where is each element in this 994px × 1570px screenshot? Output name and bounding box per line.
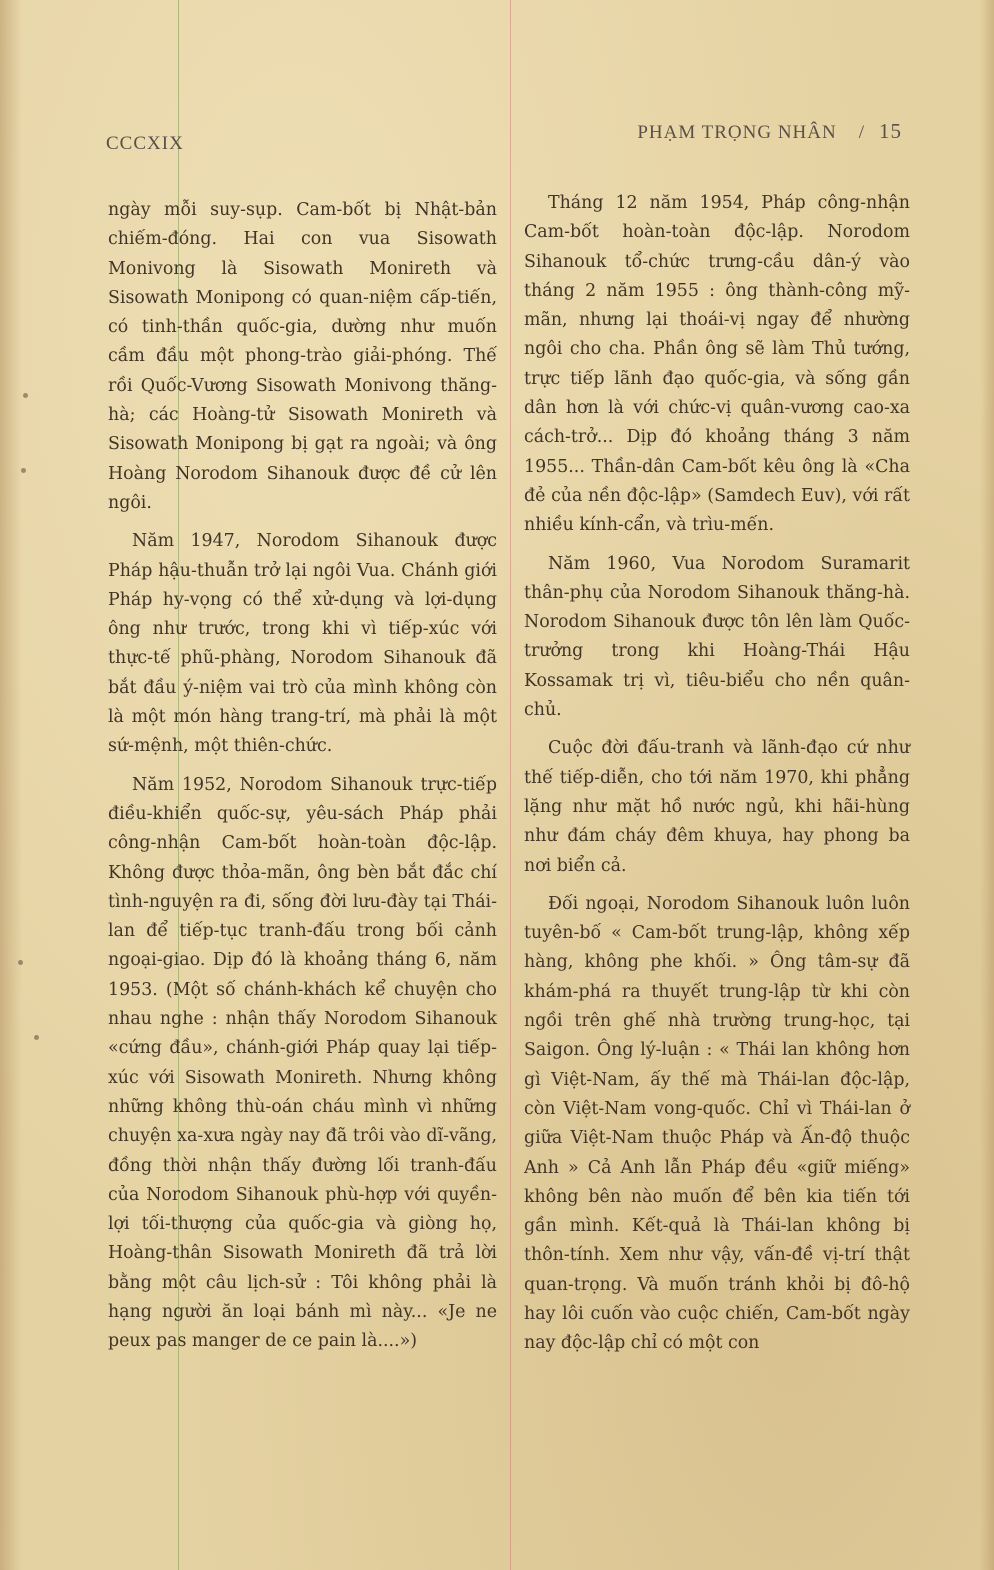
paragraph: Đối ngoại, Norodom Sihanouk luôn luôn tuyên-bố « Cam-bốt trung-lập, không xếp hàng, không phe khối. » Ông tâm-sự đã khám-phá ra thuyết trung-lập từ khi còn ngồi trên ghế nhà trường trung-học, tại Saigon. Ông lý-luận : « Thái lan không hơn gì Việt-Nam, ấy thế mà Thái-lan độc-lập, còn Việt-Nam vong-quốc. Chỉ vì Thái-lan ở giữa Việt-Nam thuộc Pháp và Ấn-độ thuộc Anh » Cả Anh lẫn Pháp đều «giữ miếng» không bên nào muốn để bên kia tiến tới gần mình. Kết-quả là Thái-lan không bị thôn-tính. Xem như vậy, vấn-đề vị-trí thật quan-trọng. Và muốn tránh khỏi bị đô-hộ hay lôi cuốn vào cuộc chiến, Cam-bốt ngày nay độc-lập chỉ có một con xyxy=(524,893,910,1354)
page-edge-shadow-right xyxy=(980,0,994,1570)
running-header xyxy=(637,119,902,144)
paper-speck xyxy=(18,960,23,965)
left-text-column xyxy=(108,196,497,1366)
paragraph: ngày mỗi suy-sụp. Cam-bốt bị Nhật-bản chiếm-đóng. Hai con vua Sisowath Monivong là Sisowath Monireth và Sisowath Monipong có quan-niệm cấp-tiến, có tinh-thần quốc-gia, dường như muốn cầm đầu một phong-trào giải-phóng. Thế rồi Quốc-Vương Sisowath Monivong thăng-hà; các Hoàng-tử Sisowath Monireth và Sisowath Monipong bị gạt ra ngoài; và ông Hoàng Norodom Sihanouk được đề cử lên ngôi. xyxy=(108,200,497,513)
page-number: 15 xyxy=(879,119,902,143)
paragraph: Cuộc đời đấu-tranh và lãnh-đạo cứ như thế tiếp-diễn, cho tới năm 1970, khi phẳng lặng như mặt hồ nước ngủ, khi hãi-hùng như đám cháy đêm khuya, hay phong ba nơi biển cả. xyxy=(524,738,910,876)
section-code: CCCXIX xyxy=(106,133,184,154)
page-edge-shadow-left xyxy=(0,0,22,1570)
paragraph: Năm 1952, Norodom Sihanouk trực-tiếp điều-khiển quốc-sự, yêu-sách Pháp phải công-nhận Cam-bốt hoàn-toàn độc-lập. Không được thỏa-mãn, ông bèn bắt đắc chí tình-nguyện ra đi, sống đời lưu-đày tại Thái-lan để tiếp-tục tranh-đấu trong bối cảnh ngoại-giao. Dịp đó là khoảng tháng 6, năm 1953. (Một số chánh-khách kể chuyện cho nhau nghe : nhận thấy Norodom Sihanouk «cứng đầu», chánh-giới Pháp quay lại tiếp-xúc với Sisowath Monireth. Nhưng không những không thù-oán cháu mình vì những chuyện xa-xưa ngày nay đã trôi vào dĩ-vãng, đồng thời nhận thấy đường lối tranh-đấu của Norodom Sihanouk phù-hợp với quyền-lợi tối-thượng của quốc-gia và giòng họ, Hoàng-thân Sisowath Monireth đã trả lời bằng một câu lịch-sử : Tôi không phải là hạng người ăn loại bánh mì này... «Je ne peux pas manger de ce pain là....») xyxy=(108,774,497,1352)
paragraph: Năm 1960, Vua Norodom Suramarit thân-phụ của Norodom Sihanouk thăng-hà. Norodom Sihanouk được tôn lên làm Quốc-trưởng trong khi Hoàng-Thái Hậu Kossamak trị vì, tiêu-biểu cho nền quân-chủ. xyxy=(524,553,910,721)
paragraph: Năm 1947, Norodom Sihanouk được Pháp hậu-thuẫn trở lại ngôi Vua. Chánh giới Pháp hy-vọng có thể xử-dụng và lợi-dụng ông như trước, trong khi vì tiếp-xúc với thực-tế phũ-phàng, Norodom Sihanouk đã bắt đầu ý-niệm vai trò của mình không còn là một món hàng trang-trí, mà phải là một sứ-mệnh, một thiên-chức. xyxy=(108,531,497,757)
paper-speck xyxy=(21,468,26,473)
header-separator: / xyxy=(858,122,865,143)
right-text-column xyxy=(524,189,910,1368)
paper-speck xyxy=(34,1035,39,1040)
paper-speck xyxy=(23,393,28,398)
paragraph: Tháng 12 năm 1954, Pháp công-nhận Cam-bốt hoàn-toàn độc-lập. Norodom Sihanouk tổ-chức trưng-cầu dân-ý vào tháng 2 năm 1955 : ông thành-công mỹ-mãn, nhưng lại thoái-vị ngay để nhường ngôi cho cha. Phần ông sẽ làm Thủ tướng, trực tiếp lãnh đạo quốc-gia, và sống gần dân hơn là với chức-vị quân-vương cao-xa cách-trở... Dịp đó khoảng tháng 3 năm 1955... Thần-dân Cam-bốt kêu ông là «Cha đẻ của nền độc-lập» (Samdech Euv), với rất nhiều kính-cẩn, và trìu-mến. xyxy=(524,193,910,536)
author-name: PHẠM TRỌNG NHÂN xyxy=(637,122,837,143)
paper-crease-line-center xyxy=(510,0,511,1570)
